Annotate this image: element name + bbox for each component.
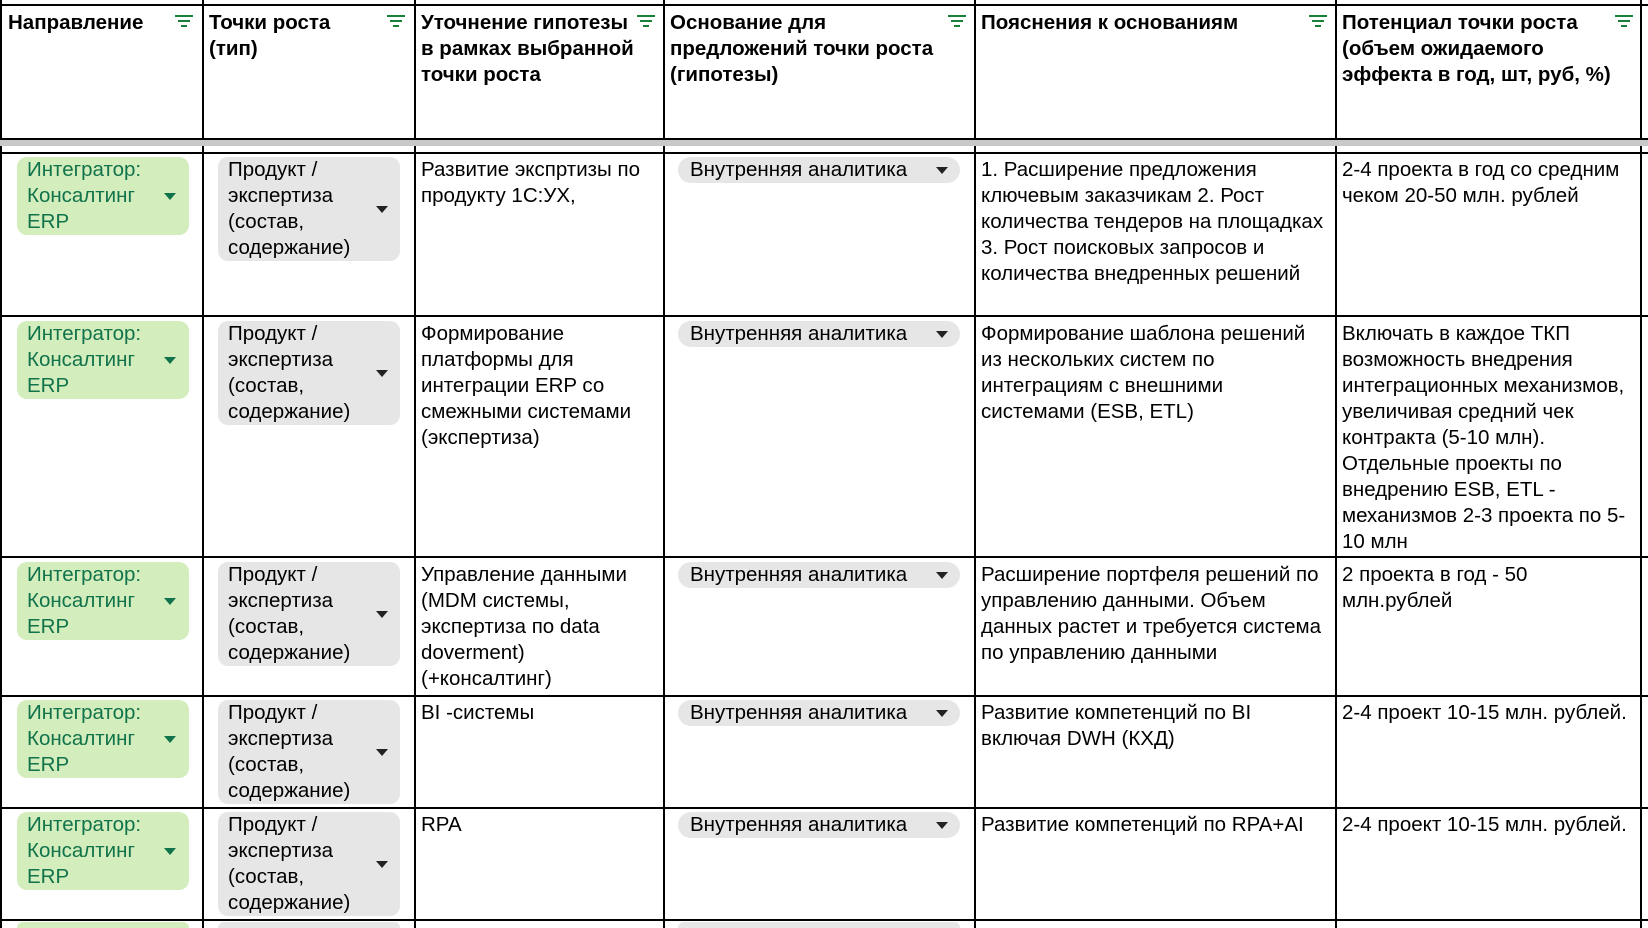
direction-label: Интегратор: Консалтинг ERP xyxy=(27,158,142,233)
direction-label: Интегратор: Консалтинг ERP xyxy=(27,813,142,888)
dropdown-caret-icon[interactable] xyxy=(936,331,948,338)
explanation-cell[interactable]: Развитие компетенций по BI включая DWH (КХД) xyxy=(981,701,1252,750)
type-label: Продукт /экспертиза (состав, содержание) xyxy=(228,322,351,423)
dropdown-caret-icon[interactable] xyxy=(376,206,388,213)
type-label: Продукт /экспертиза (состав, содержание) xyxy=(228,813,351,914)
grid-line xyxy=(0,152,1648,154)
explanation-cell[interactable]: 1. Расширение предложения ключевым заказчикам 2. Рост количества тендеров на площадках 3. Рост поисковых запросов и количества внедренных решений xyxy=(981,158,1324,285)
potential-cell[interactable]: Включать в каждое ТКП возможность внедрения интеграционных механизмов, увеличивая средний чек контракта (5-10 млн). Отдельные проекты по внедрению ESB, ETL - механизмов 2-3 проекта по 5-10 млн xyxy=(1342,322,1626,553)
basis-label: Внутренняя аналитика xyxy=(690,158,908,181)
potential-cell[interactable]: 2-4 проекта в год со средним чеком 20-50 млн. рублей xyxy=(1342,158,1620,207)
direction-chip[interactable] xyxy=(17,922,189,928)
basis-chip[interactable] xyxy=(678,321,960,347)
basis-chip[interactable] xyxy=(678,922,960,928)
grid-line xyxy=(0,138,1648,140)
basis-chip[interactable] xyxy=(678,157,960,183)
potential-cell[interactable]: 2 проекта в год - 50 млн.рублей xyxy=(1342,563,1528,612)
potential-cell[interactable]: 2-4 проект 10-15 млн. рублей. xyxy=(1342,701,1627,724)
filter-icon[interactable] xyxy=(386,14,406,30)
hypothesis-cell[interactable]: Управление данными (MDM системы, экспертиза по data doverment) (+консалтинг) xyxy=(421,563,627,690)
header-direction[interactable]: Направление xyxy=(8,11,144,34)
type-chip[interactable] xyxy=(218,562,400,666)
basis-label: Внутренняя аналитика xyxy=(690,322,908,345)
dropdown-caret-icon[interactable] xyxy=(164,736,176,743)
type-chip[interactable] xyxy=(218,157,400,261)
frozen-header-divider xyxy=(0,140,1648,146)
filter-icon[interactable] xyxy=(636,14,656,30)
dropdown-caret-icon[interactable] xyxy=(164,357,176,364)
dropdown-caret-icon[interactable] xyxy=(164,598,176,605)
grid-line xyxy=(0,807,1648,809)
dropdown-caret-icon[interactable] xyxy=(376,611,388,618)
direction-label: Интегратор: Консалтинг ERP xyxy=(27,701,142,776)
direction-label: Интегратор: Консалтинг ERP xyxy=(27,563,142,638)
header-explanation[interactable]: Пояснения к основаниям xyxy=(981,11,1239,34)
dropdown-caret-icon[interactable] xyxy=(936,710,948,717)
dropdown-caret-icon[interactable] xyxy=(376,861,388,868)
header-potential[interactable]: Потенциал точки роста (объем ожидаемого эффекта в год, шт, руб, %) xyxy=(1342,11,1611,86)
basis-chip[interactable] xyxy=(678,812,960,838)
dropdown-caret-icon[interactable] xyxy=(936,167,948,174)
filter-icon[interactable] xyxy=(1614,14,1634,30)
type-chip[interactable] xyxy=(218,812,400,916)
basis-chip[interactable] xyxy=(678,700,960,726)
type-chip[interactable] xyxy=(218,321,400,425)
basis-chip[interactable] xyxy=(678,562,960,588)
grid-line xyxy=(0,4,1648,6)
grid-line xyxy=(0,919,1648,921)
hypothesis-cell[interactable]: RPA xyxy=(421,813,462,836)
grid-line xyxy=(0,315,1648,317)
dropdown-caret-icon[interactable] xyxy=(936,572,948,579)
hypothesis-cell[interactable]: BI -системы xyxy=(421,701,535,724)
type-label: Продукт /экспертиза (состав, содержание) xyxy=(228,158,351,259)
direction-label: Интегратор: Консалтинг ERP xyxy=(27,322,142,397)
potential-cell[interactable]: 2-4 проект 10-15 млн. рублей. xyxy=(1342,813,1627,836)
hypothesis-cell[interactable]: Развитие экспртизы по продукту 1С:УХ, xyxy=(421,158,640,207)
filter-icon[interactable] xyxy=(174,14,194,30)
dropdown-caret-icon[interactable] xyxy=(376,749,388,756)
dropdown-caret-icon[interactable] xyxy=(164,848,176,855)
hypothesis-cell[interactable]: Формирование платформы для интеграции ERP со смежными системами (экспертиза) xyxy=(421,322,632,449)
explanation-cell[interactable]: Развитие компетенций по RPA+AI xyxy=(981,813,1304,836)
type-chip[interactable] xyxy=(218,922,400,928)
grid-line xyxy=(0,556,1648,558)
dropdown-caret-icon[interactable] xyxy=(376,370,388,377)
filter-icon[interactable] xyxy=(1308,14,1328,30)
dropdown-caret-icon[interactable] xyxy=(936,822,948,829)
type-label: Продукт /экспертиза (состав, содержание) xyxy=(228,563,351,664)
filter-icon[interactable] xyxy=(947,14,967,30)
type-chip[interactable] xyxy=(218,700,400,804)
basis-label: Внутренняя аналитика xyxy=(690,563,908,586)
basis-label: Внутренняя аналитика xyxy=(690,813,908,836)
explanation-cell[interactable]: Расширение портфеля решений по управлению данными. Объем данных растет и требуется система по управлению данными xyxy=(981,563,1322,664)
explanation-cell[interactable]: Формирование шаблона решений из нескольких систем по интеграциям с внешними системами (ESB, ETL) xyxy=(981,322,1306,423)
basis-label: Внутренняя аналитика xyxy=(690,701,908,724)
grid-line xyxy=(0,695,1648,697)
header-basis[interactable]: Основание для предложений точки роста (гипотезы) xyxy=(670,11,934,86)
header-type[interactable]: Точки роста (тип) xyxy=(209,11,331,60)
dropdown-caret-icon[interactable] xyxy=(164,193,176,200)
header-hypothesis[interactable]: Уточнение гипотезы в рамках выбранной точки роста xyxy=(421,11,634,86)
type-label: Продукт /экспертиза (состав, содержание) xyxy=(228,701,351,802)
